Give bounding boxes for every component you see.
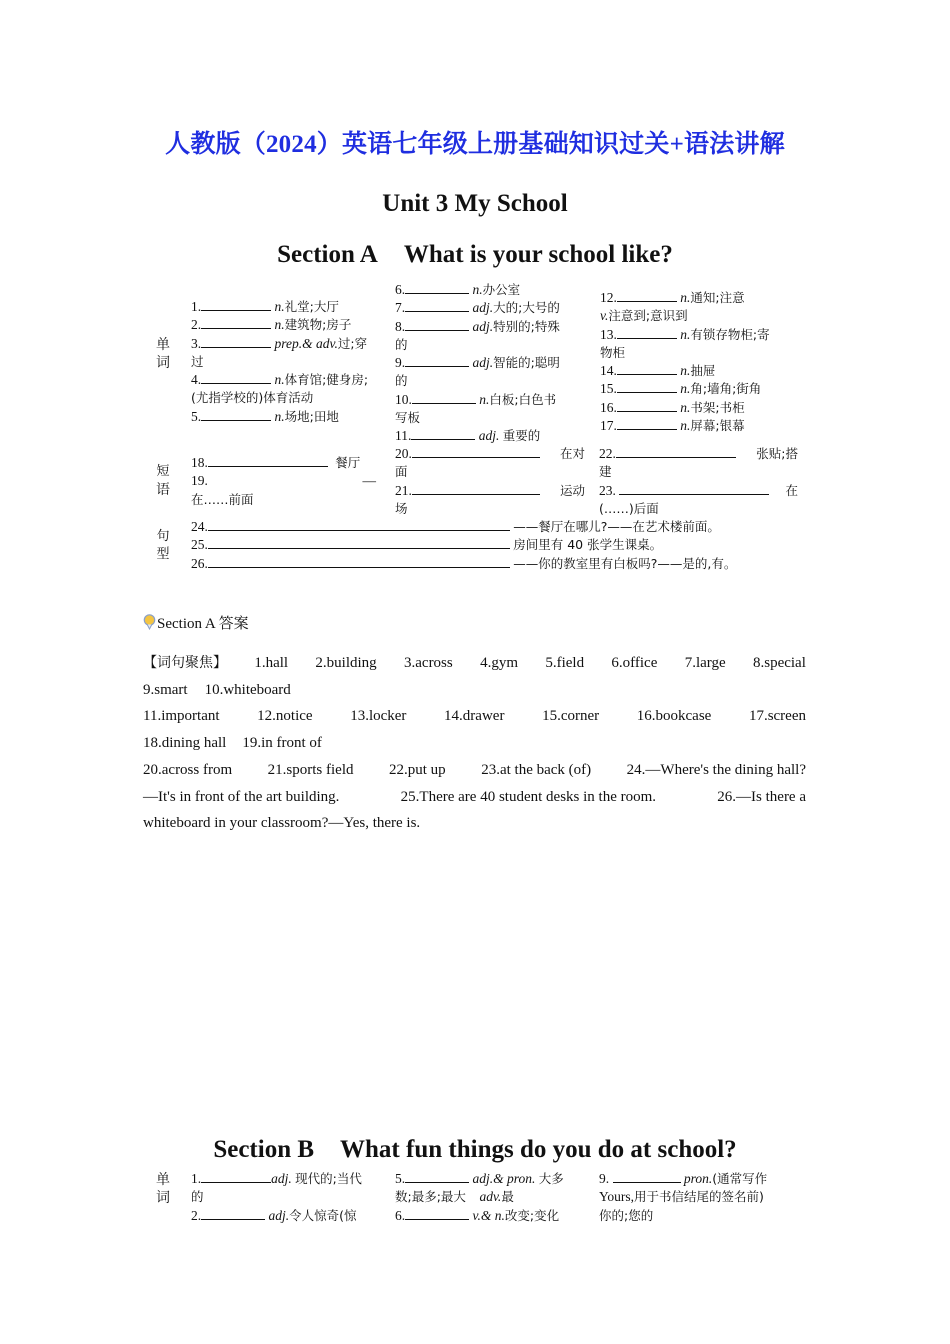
answer-blank[interactable]: [617, 380, 677, 393]
answer-blank[interactable]: [201, 1170, 271, 1183]
category-char: 词: [156, 355, 170, 371]
category-char: 短: [156, 464, 170, 479]
category-char: 语: [156, 482, 170, 498]
phrase-item-22: 22. 张贴;搭: [599, 446, 798, 461]
answers-row-3: 11.important 12.notice 13.locker 14.drawer 15.corner 16.bookcase 17.screen: [143, 708, 806, 725]
phrases-column-1: [191, 454, 376, 509]
answer-blank[interactable]: [405, 1207, 469, 1220]
answer-blank[interactable]: [201, 408, 271, 421]
word-item-13: 13. n.有锁存物柜;寄: [600, 326, 770, 342]
b-word-item-6: 6. v.& n.改变;变化: [395, 1207, 560, 1223]
word-item-16: 16. n.书架;书柜: [600, 399, 745, 415]
answer-blank[interactable]: [619, 482, 769, 495]
b-word-item-2: 2. adj.令人惊奇(惊: [191, 1207, 357, 1223]
category-char: 词: [156, 1190, 170, 1206]
answer-blank[interactable]: [201, 316, 271, 329]
phrase-item-18: 18. 餐厅: [191, 455, 361, 470]
category-char: 句: [156, 529, 170, 544]
document-title: 人教版（2024）英语七年级上册基础知识过关+语法讲解: [165, 131, 785, 158]
words-column-1: [191, 298, 381, 426]
category-char: 单: [156, 337, 170, 353]
answer-blank[interactable]: [617, 326, 677, 339]
answer-blank[interactable]: [405, 281, 469, 294]
phrase-item-22-cont: 建: [599, 464, 612, 480]
word-item-3: 3. prep.& adv.过;穿: [191, 335, 368, 351]
section-b-title: [0, 1136, 950, 1164]
b-word-item-1-cont: 的: [191, 1189, 204, 1205]
answer-blank[interactable]: [405, 354, 469, 367]
answers-row-5: 20.across from 21.sports field 22.put up 23.at the back (of) 24.—Where's the dining hall?: [143, 761, 806, 778]
answer-blank[interactable]: [201, 335, 271, 348]
word-item-14: 14. n.抽屉: [600, 363, 716, 379]
word-item-15: 15. n.角;墙角;街角: [600, 381, 762, 397]
answer-blank[interactable]: [201, 1207, 265, 1220]
answer-blank[interactable]: [412, 482, 540, 495]
answers-tag: 【词句聚焦】: [143, 655, 227, 671]
answers-row-2: 9.smart 10.whiteboard: [143, 681, 291, 698]
phrase-item-23-cont: (……)后面: [599, 500, 659, 516]
section-b-label: Section B: [213, 1136, 315, 1163]
answer-blank[interactable]: [201, 298, 271, 311]
answers-row-7: whiteboard in your classroom?—Yes, there is.: [143, 815, 421, 832]
answer-blank[interactable]: [208, 555, 510, 568]
answers-heading: [143, 612, 249, 633]
section-b-category-words: [153, 1171, 173, 1207]
answers-row-4: 18.dining hall 19.in front of: [143, 735, 322, 752]
word-item-4-cont: (尤指学校的)体育活动: [191, 390, 314, 406]
answer-blank[interactable]: [208, 518, 510, 531]
section-a-title: [0, 241, 950, 269]
word-item-9: 9. adj.智能的;聪明: [395, 355, 560, 371]
phrases-column-2: [395, 445, 585, 518]
section-a-label: Section A: [277, 241, 378, 268]
answer-blank[interactable]: [208, 536, 510, 549]
word-item-12: 12. n.通知;注意: [600, 290, 745, 305]
answer-blank[interactable]: [617, 289, 677, 302]
answer-blank[interactable]: [405, 1170, 469, 1183]
lightbulb-icon: [143, 614, 156, 630]
words-column-3: [600, 289, 805, 435]
word-item-6: 6. n.办公室: [395, 282, 521, 297]
answer-blank[interactable]: [616, 445, 736, 458]
b-word-item-1: 1. adj. 现代的;当代: [191, 1171, 362, 1186]
section-b-words-column-1: [191, 1170, 383, 1225]
section-b-words-column-3: [599, 1170, 809, 1225]
b-word-item-9-cont2: 你的;您的: [599, 1207, 654, 1223]
section-a-question: What is your school like?: [403, 241, 673, 268]
word-item-12-cont: v.注意到;意识到: [600, 308, 688, 324]
b-word-item-5: 5. adj.& pron. 大多: [395, 1171, 564, 1186]
answer-blank[interactable]: [411, 427, 475, 440]
word-item-8: 8. adj.特别的;特殊: [395, 318, 560, 334]
word-item-8-cont: 的: [395, 336, 408, 352]
phrase-item-23: 23. 在: [599, 482, 798, 498]
phrase-item-21: 21. 运动: [395, 482, 585, 498]
unit-title: Unit 3 My School: [382, 190, 568, 217]
answer-blank[interactable]: [405, 318, 469, 331]
b-word-item-5-cont: 数;最多;最大 adv.最: [395, 1189, 514, 1205]
word-item-5: 5. n.场地;田地: [191, 408, 339, 424]
answer-blank[interactable]: [405, 299, 469, 312]
phrase-item-21-cont: 场: [395, 500, 408, 516]
answer-blank[interactable]: [412, 391, 476, 404]
answer-blank[interactable]: [412, 445, 540, 458]
sentence-item-24: 24. ——餐厅在哪儿?——在艺术楼前面。: [191, 519, 720, 534]
word-item-17: 17. n.屏幕;银幕: [600, 418, 745, 434]
sentences-block: [191, 518, 811, 573]
category-phrases: [153, 463, 173, 499]
answers-body: [143, 650, 806, 837]
word-item-10-cont: 写板: [395, 410, 421, 426]
answers-row-6: —It's in front of the art building. 25.There are 40 student desks in the room. 26.—Is there a: [143, 788, 806, 805]
word-item-3-cont: 过: [191, 353, 204, 369]
b-word-item-9-cont: Yours,用于书信结尾的签名前): [599, 1189, 764, 1205]
sentence-item-26: 26. ——你的教室里有白板吗?——是的,有。: [191, 555, 737, 571]
answers-row-1: 【词句聚焦】 1.hall 2.building 3.across 4.gym 5.field 6.office 7.large 8.special: [143, 650, 806, 677]
category-char: 单: [156, 1172, 170, 1188]
answer-blank[interactable]: [617, 399, 677, 412]
word-item-2: 2. n.建筑物;房子: [191, 317, 352, 333]
category-words: [153, 336, 173, 372]
word-item-10: 10. n.白板;白色书: [395, 391, 557, 407]
phrase-item-20-cont: 面: [395, 464, 408, 480]
category-char: 型: [156, 547, 170, 562]
answer-blank[interactable]: [617, 417, 677, 430]
words-column-2: [395, 281, 590, 446]
b-word-item-9: 9. pron.(通常写作: [599, 1171, 768, 1186]
answer-blank[interactable]: [617, 362, 677, 375]
word-item-11: 11. adj. 重要的: [395, 428, 541, 444]
phrase-item-20: 20. 在对: [395, 446, 585, 461]
phrases-column-3: [599, 445, 798, 518]
sentence-item-25: 25. 房间里有 40 张学生课桌。: [191, 537, 663, 553]
answers-heading-text: Section A 答案: [157, 616, 249, 632]
word-item-1: 1. n.礼堂;大厅: [191, 299, 339, 314]
answer-blank[interactable]: [208, 454, 328, 467]
section-b-question: What fun things do you do at school?: [340, 1136, 737, 1163]
word-item-13-cont: 物柜: [600, 344, 626, 360]
section-b-words-column-2: [395, 1170, 590, 1225]
category-sentences: [153, 528, 173, 564]
phrase-item-19: 19. —: [191, 473, 376, 489]
word-item-7: 7. adj.大的;大号的: [395, 300, 560, 316]
answer-blank[interactable]: [613, 1170, 681, 1183]
word-item-9-cont: 的: [395, 373, 408, 389]
answer-blank[interactable]: [201, 371, 271, 384]
phrase-item-19-meaning: 在……前面: [191, 491, 254, 507]
word-item-4: 4. n.体育馆;健身房;: [191, 372, 369, 388]
